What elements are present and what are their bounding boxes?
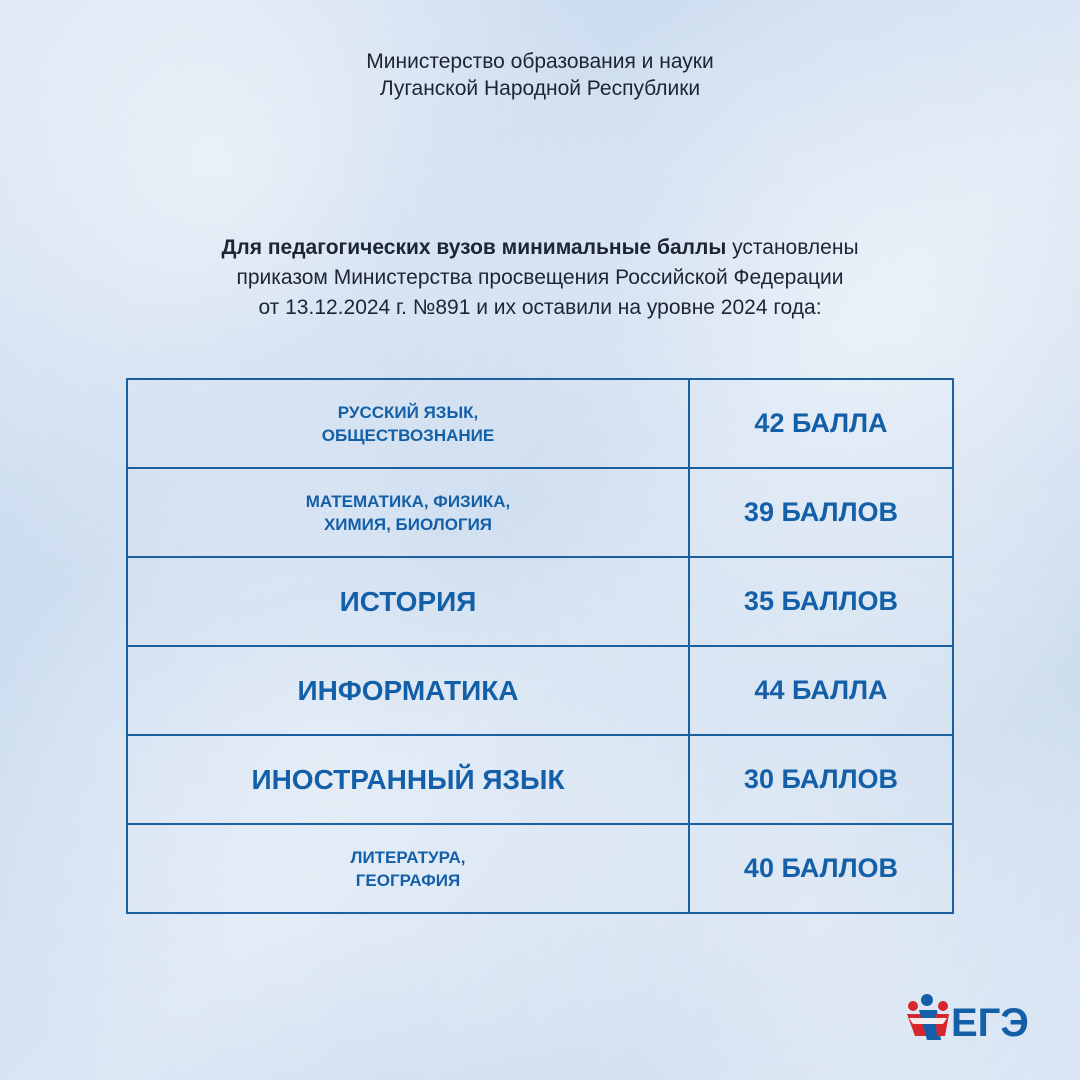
subject-cell: ИНОСТРАННЫЙ ЯЗЫК: [127, 735, 689, 824]
table-row: [127, 468, 953, 557]
table-row: [127, 379, 953, 468]
logo-text: ЕГЭ: [951, 1001, 1029, 1045]
subject-line: МАТЕМАТИКА, ФИЗИКА,: [305, 491, 511, 511]
subject-cell: [127, 824, 689, 913]
table-row: [127, 824, 953, 913]
subject-line: ГЕОГРАФИЯ: [355, 870, 461, 890]
table-row: [127, 646, 953, 735]
score-cell: 40 БАЛЛОВ: [689, 824, 953, 913]
subject-line: ЛИТЕРАТУРА,: [350, 847, 466, 867]
intro-line-3: от 13.12.2024 г. №891 и их оставили на уровне 2024 года:: [258, 296, 822, 319]
subject-line: ОБЩЕСТВОЗНАНИЕ: [321, 425, 495, 445]
score-cell: 44 БАЛЛА: [689, 646, 953, 735]
scores-table: [126, 378, 954, 914]
ege-logo: [905, 990, 1055, 1050]
ministry-line-2: Луганской Народной Республики: [379, 77, 701, 100]
subject-cell: ИСТОРИЯ: [127, 557, 689, 646]
people-icon: [907, 994, 949, 1040]
subject-cell: [127, 468, 689, 557]
subject-cell: ИНФОРМАТИКА: [127, 646, 689, 735]
score-cell: 35 БАЛЛОВ: [689, 557, 953, 646]
subject-line: ХИМИЯ, БИОЛОГИЯ: [323, 514, 493, 534]
table-row: [127, 735, 953, 824]
intro-rest: установлены: [726, 236, 859, 259]
score-cell: 39 БАЛЛОВ: [689, 468, 953, 557]
score-cell: 42 БАЛЛА: [689, 379, 953, 468]
score-cell: 30 БАЛЛОВ: [689, 735, 953, 824]
ministry-header: [0, 48, 1080, 102]
intro-bold: Для педагогических вузов минимальные баллы: [221, 236, 727, 259]
ministry-line-1: Министерство образования и науки: [366, 50, 714, 73]
intro-text: [0, 233, 1080, 323]
intro-line-1: [0, 233, 1080, 263]
subject-line: РУССКИЙ ЯЗЫК,: [337, 402, 479, 422]
intro-line-2: приказом Министерства просвещения Российской Федерации: [236, 266, 844, 289]
table-row: [127, 557, 953, 646]
subject-cell: [127, 379, 689, 468]
